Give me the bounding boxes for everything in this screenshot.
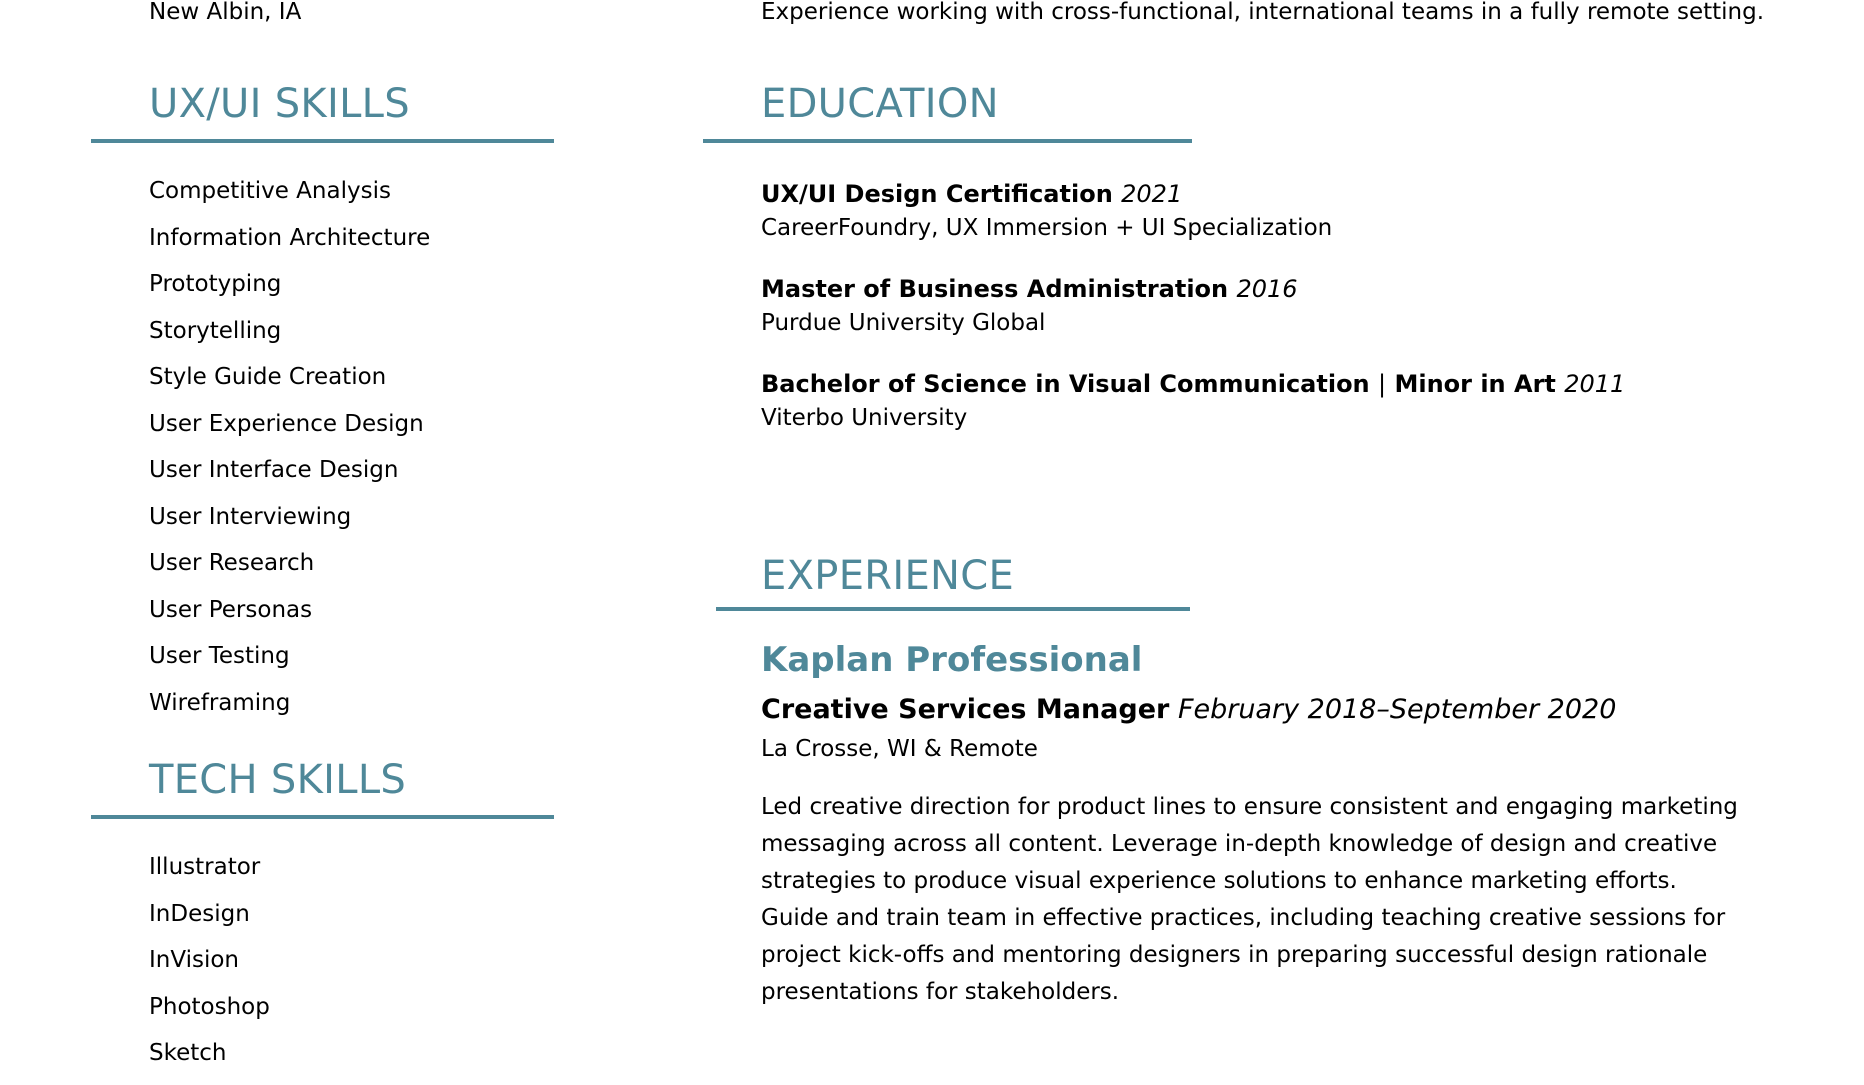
education-year: 2016 [1236, 275, 1298, 303]
skill-item: Photoshop [149, 993, 270, 1020]
skill-item: User Research [149, 550, 315, 576]
experience-heading: EXPERIENCE [761, 553, 1015, 599]
education-degree: UX/UI Design Certification [761, 180, 1113, 208]
job-description-line: strategies to produce visual experience solutions to enhance marketing efforts. [761, 868, 1677, 894]
skill-item: Style Guide Creation [149, 364, 387, 390]
skill-item: Wireframing [149, 689, 291, 716]
job-title-line [761, 690, 1616, 730]
skill-item: Illustrator [149, 854, 261, 880]
education-entry [761, 272, 1298, 340]
skill-item: User Interviewing [149, 503, 352, 530]
tech-skills-rule [91, 815, 554, 819]
job-title: Creative Services Manager [761, 694, 1170, 725]
education-year: 2011 [1564, 370, 1626, 398]
education-separator: | [1378, 370, 1387, 398]
skill-item: User Testing [149, 643, 290, 669]
education-school: Purdue University Global [761, 310, 1046, 336]
skill-item: InDesign [149, 900, 250, 927]
job-description [761, 789, 1761, 1011]
contact-location: New Albin, IA [149, 0, 302, 25]
skill-item: InVision [149, 947, 240, 973]
education-degree-line [761, 272, 1298, 306]
job-description-line: presentations for stakeholders. [761, 979, 1120, 1005]
summary-last-line: Experience working with cross-functional, international teams in a fully remote setting. [761, 0, 1765, 25]
ux-skills-list [149, 176, 430, 734]
job-description-line: project kick-offs and mentoring designers in preparing successful design rationale [761, 942, 1708, 968]
job-description-line: Led creative direction for product lines to ensure consistent and engaging marketing [761, 794, 1738, 820]
skill-item: Sketch [149, 1040, 227, 1066]
education-entry [761, 367, 1625, 435]
education-heading: EDUCATION [761, 81, 999, 127]
job-dates: February 2018–September 2020 [1177, 694, 1617, 725]
education-year: 2021 [1121, 180, 1183, 208]
job-description-line: Guide and train team in effective practices, including teaching creative sessions for [761, 905, 1726, 931]
skill-item: User Experience Design [149, 410, 424, 437]
tech-skills-list [149, 852, 270, 1085]
skill-item: Information Architecture [149, 224, 431, 251]
skill-item: User Personas [149, 596, 313, 623]
ux-skills-heading: UX/UI SKILLS [149, 81, 410, 127]
education-degree-line [761, 367, 1625, 401]
company-name: Kaplan Professional [761, 640, 1143, 680]
education-entry [761, 177, 1332, 245]
ux-skills-rule [91, 139, 554, 143]
education-school: CareerFoundry, UX Immersion + UI Specialization [761, 215, 1333, 241]
education-rule [703, 139, 1192, 143]
job-location: La Crosse, WI & Remote [761, 736, 1038, 762]
education-degree: Bachelor of Science in Visual Communication [761, 370, 1370, 398]
experience-rule [716, 607, 1190, 611]
skill-item: User Interface Design [149, 457, 399, 483]
education-degree-line [761, 177, 1332, 211]
skill-item: Storytelling [149, 317, 282, 344]
skill-item: Competitive Analysis [149, 178, 391, 204]
tech-skills-heading: TECH SKILLS [149, 757, 407, 803]
education-minor: Minor in Art [1394, 370, 1556, 398]
education-school: Viterbo University [761, 405, 968, 431]
education-degree: Master of Business Administration [761, 275, 1229, 303]
skill-item: Prototyping [149, 271, 282, 297]
job-description-line: messaging across all content. Leverage in-depth knowledge of design and creative [761, 831, 1718, 857]
